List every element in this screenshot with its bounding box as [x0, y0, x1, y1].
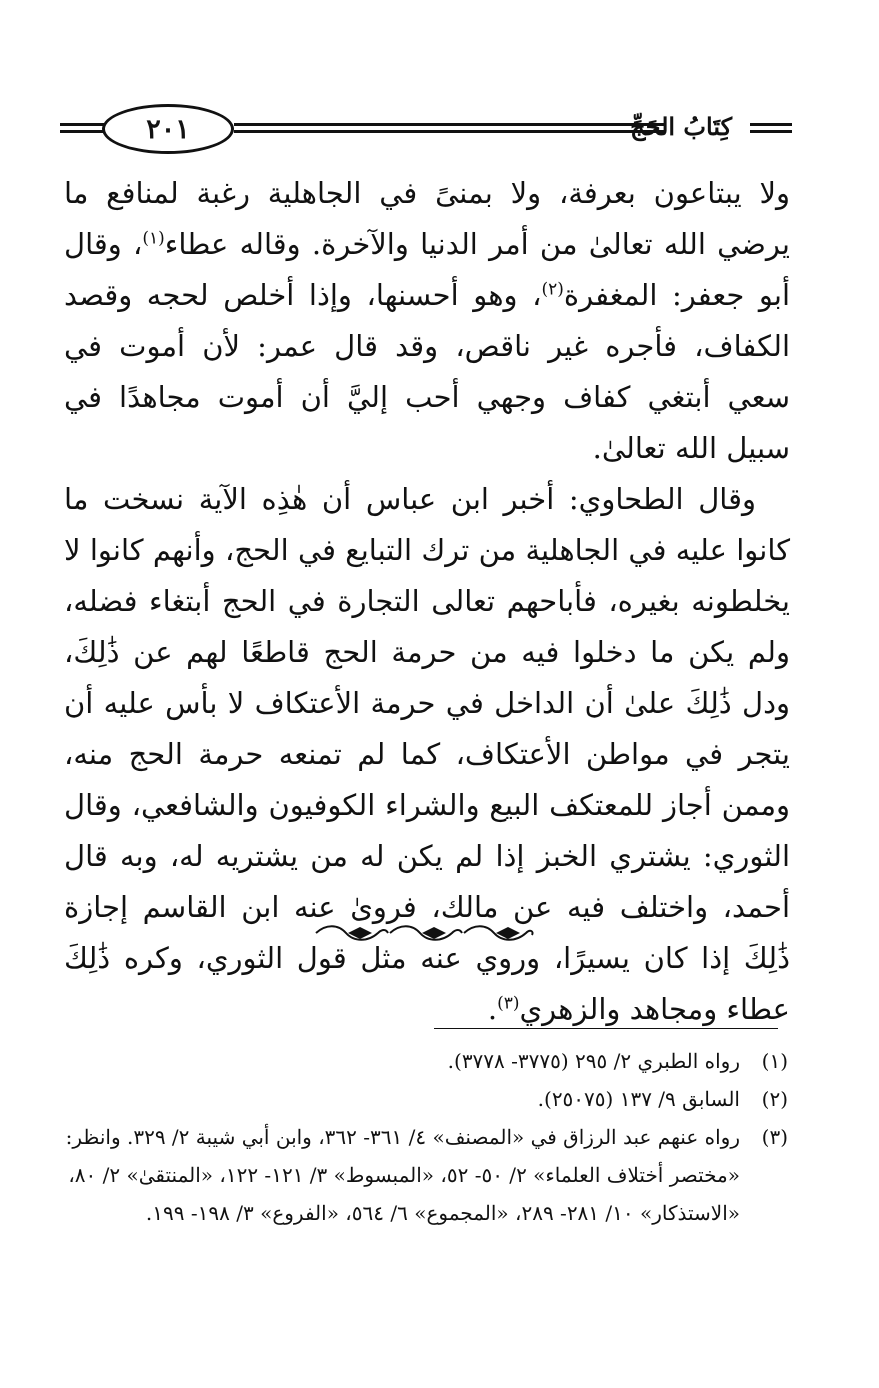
header-rule-right-top — [750, 123, 792, 126]
page-number-oval — [102, 104, 234, 154]
footnote-3 — [62, 1118, 788, 1232]
footnote-text: رواه عنهم عبد الرزاق في «المصنف» ٤/ ٣٦١- ٣٦٢، وابن أبي شيبة ٢/ ٣٢٩. وانظر: «مختصر أختلاف العلماء» ٢/ ٥٠- ٥٢، «المبسوط» ٣/ ١٢١- ١٢٢، «المنتقىٰ» ٢/ ٨٠، «الاستذكار» ١٠/ ٢٨١- ٢٨٩، «المجموع» ٦/ ٥٦٤، «الفروع» ٣/ ١٩٨- ١٩٩. — [65, 1125, 740, 1225]
footnote-number: (١) — [761, 1049, 788, 1073]
footnote-separator — [434, 1028, 778, 1029]
footnote-ref-3: (٣) — [497, 993, 520, 1014]
footnote-ref-2: (٢) — [541, 279, 564, 300]
header-rule-right-bottom — [750, 130, 792, 133]
section-divider-ornament — [312, 920, 536, 946]
book-title: كِتَابُ الحَجِّ — [630, 112, 732, 141]
header-rule-left-bottom — [60, 130, 104, 133]
footnote-2 — [62, 1080, 788, 1118]
footnotes — [62, 1042, 788, 1232]
paragraph-2-text: وقال الطحاوي: أخبر ابن عباس أن هٰذِه الآية نسخت ما كانوا عليه في الجاهلية من ترك التبايع في الحج، وأنهم كانوا لا يخلطونه بغيره، فأباحهم تعالى التجارة في الحج أبتغاء فضله، ولم يكن ما دخلوا فيه من حرمة الحج قاطعًا لهم عن ذَٰلِكَ، ودل ذَٰلِكَ علىٰ أن الداخل في حرمة الأعتكاف لا بأس عليه أن يتجر في مواطن الأعتكاف، كما لم تمنعه حرمة الحج منه، وممن أجاز للمعتكف البيع والشراء الكوفيون والشافعي، وقال الثوري: يشتري الخبز إذا لم يكن له من يشتريه له، وبه قال أحمد، واختلف فيه عن مالك، فروىٰ عنه ابن القاسم إجازة ذَٰلِكَ إذا كان يسيرًا، وروي عنه مثل قول الثوري، وكره ذَٰلِكَ عطاء ومجاهد والزهري — [64, 482, 790, 1026]
paragraph-1-text: ولا يبتاعون بعرفة، ولا بمنىً في الجاهلية رغبة لمنافع ما يرضي الله تعالىٰ من أمر الدنيا والآخرة. وقاله عطاء — [64, 176, 790, 261]
footnote-number: (٣) — [761, 1125, 788, 1149]
footnote-text: رواه الطبري ٢/ ٢٩٥ (٣٧٧٥- ٣٧٧٨). — [447, 1049, 740, 1073]
page-header — [60, 100, 790, 160]
paragraph-1 — [64, 168, 790, 474]
footnote-ref-1: (١) — [142, 228, 165, 249]
paragraph-2 — [64, 474, 790, 1035]
page-number: ٢٠١ — [146, 113, 190, 145]
paragraph-1-text-c: ، وهو أحسنها، وإذا أخلص لحجه وقصد الكفاف، فأجره غير ناقص، وقد قال عمر: لأن أموت في سعي أبتغي كفاف وجهي أحب إليَّ أن أموت مجاهدًا في سبيل الله تعالىٰ. — [64, 278, 790, 465]
paragraph-1-text-b: ، وقال أبو جعفر: المغفرة — [64, 227, 791, 312]
header-rule-main-bottom — [234, 130, 666, 133]
main-text — [64, 168, 790, 1035]
header-rule-left-top — [60, 123, 104, 126]
footnote-text: السابق ٩/ ١٣٧ (٢٥٠٧٥). — [537, 1087, 740, 1111]
footnote-1 — [62, 1042, 788, 1080]
footnote-number: (٢) — [761, 1087, 788, 1111]
paragraph-2-end: . — [487, 992, 498, 1026]
header-rule-main-top — [234, 123, 666, 126]
